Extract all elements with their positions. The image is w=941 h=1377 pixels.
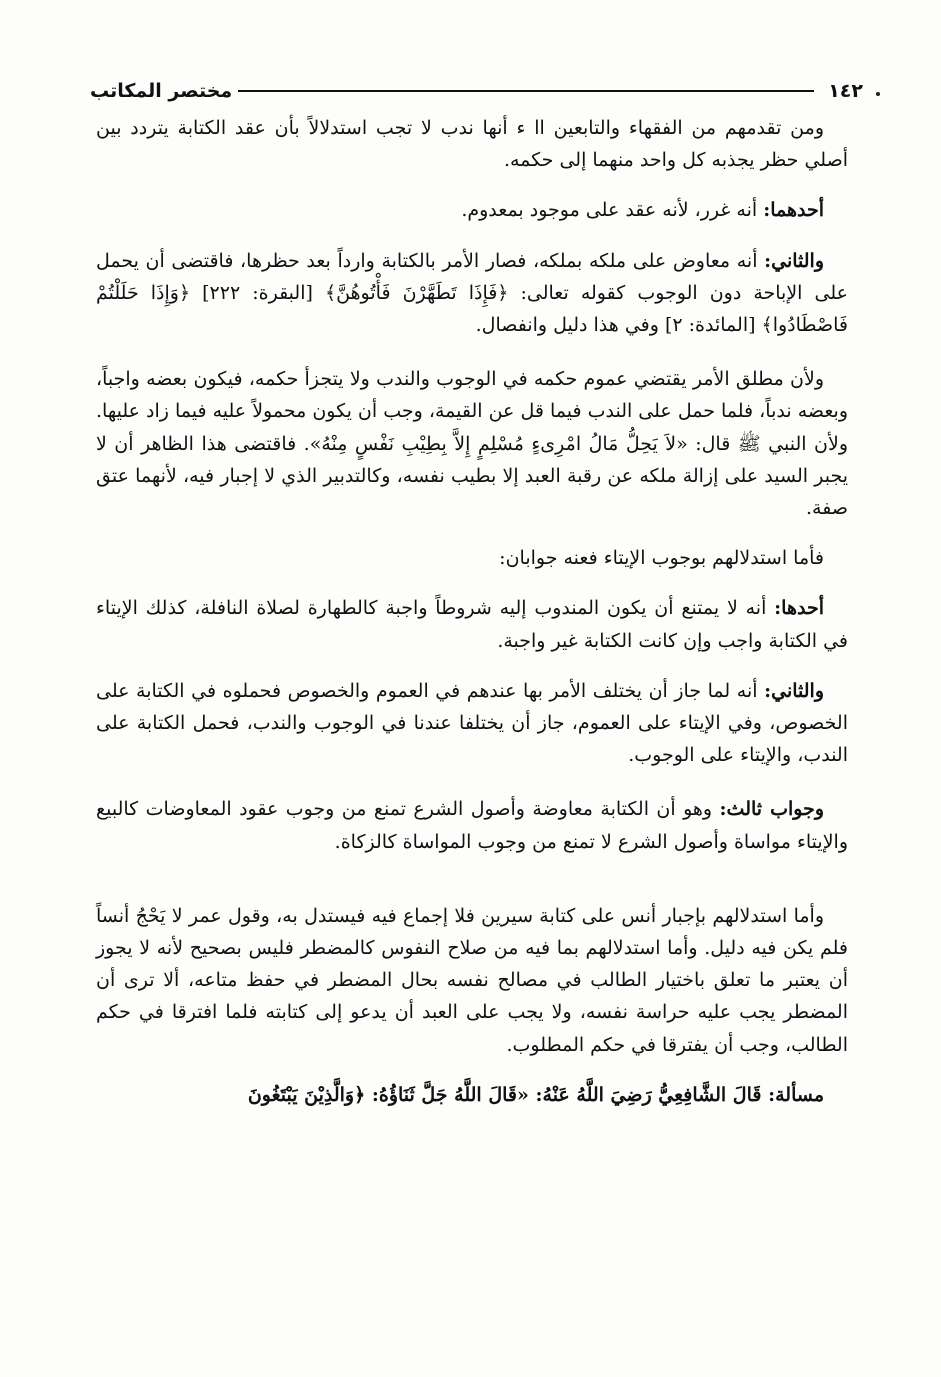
paragraph [96,592,848,656]
margin-dot [876,92,880,96]
paragraph [96,363,848,524]
paragraph-text: وهو أن الكتابة معاوضة وأصول الشرع تمنع من وجوب عقود المعاوضات كالبيع والإيتاء مواساة وأصول الشرع لا تمنع من وجوب المواساة كالزكاة. [96,798,848,853]
page-body [96,112,848,1133]
paragraph-lead: والثاني: [764,679,824,702]
running-header [90,74,863,108]
paragraph-lead: والثاني: [764,249,824,272]
paragraph [96,675,848,772]
paragraph-text: أنه معاوض على ملكه بملكه، فصار الأمر بالكتابة وارداً بعد حظرها، فاقتضى أن يحمل على الإباحة دون الوجوب كقوله تعالى: ﴿فَإِذَا تَطَهَّرْنَ فَأْتُوهُنَّ﴾ [البقرة: ٢٢٢] ﴿وَإِذَا حَلَلْتُمْ فَاصْطَادُوا﴾ [المائدة: ٢] وفي هذا دليل وانفصال. [96,249,848,337]
paragraph-text: ولأن مطلق الأمر يقتضي عموم حكمه في الوجوب والندب ولا يتجزأ حكمه، فيكون بعضه واجباً، وبعضه ندباً، فلما حمل على الندب فيما قل عن القيمة، وجب أن يكون محمولاً عليه فيما زاد عليها. ولأن النبي ﷺ قال: «لاَ يَحِلُّ مَالُ امْرِىءٍ مُسْلِمٍ إِلاَّ بِطِيْبِ نَفْسٍ مِنْهُ». فاقتضى هذا الظاهر أن لا يجبر السيد على إزالة ملكه عن رقبة العبد إلا بطيب نفسه، وكالتدبير الذي لا إجبار فيه، لأنهما عتق صفة. [96,368,848,520]
paragraph-text: وأما استدلالهم بإجبار أنس على كتابة سيرين فلا إجماع فيه فيستدل به، وقول عمر لا يَحْجُ أنساً فلم يكن فيه دليل. وأما استدلالهم بما فيه من صلاح النفوس كالمضطر فليس بصحيح لأنه لا يجوز أن يعتبر ما تعلق باختيار الطالب في مصالح نفسه بحال المضطر في حفظ متاعه، ألا ترى أن المضطر يجب عليه حراسة نفسه، ولا يجب على العبد أن يدعو إلى كتابته فلما افترقا في حكم الطالب، وجب أن يفترقا في حكم المطلوب. [96,904,848,1056]
paragraph-text: قَالَ الشَّافِعِيُّ رَضِيَ اللَّهُ عَنْهُ: «قَالَ اللَّهُ جَلَّ ثَنَاؤُهُ: ﴿وَالَّذِيْنَ يَبْتَغُونَ [247,1083,769,1106]
paragraph [96,245,848,342]
paragraph [96,793,848,857]
paragraph-text: ومن تقدمهم من الفقهاء والتابعين ا‎ا ء أنها ندب لا تجب استدلالاً بأن عقد الكتابة يتردد بين أصلي حظر يجذبه كل واحد منهما إلى حكمه. [96,117,848,172]
paragraph-text: فأما استدلالهم بوجوب الإيتاء فعنه جوابان: [499,547,824,570]
header-rule [238,90,814,92]
page-number: ١٤٢ [828,80,863,102]
book-title: مختصر المكاتب [90,80,233,102]
paragraph-text: أنه لما جاز أن يختلف الأمر بها عندهم في العموم والخصوص فحملوه في الكتابة على الخصوص، وفي الإيتاء على العموم، جاز أن يختلفا عندنا في الوجوب والندب، فحمل الكتابة على الندب، والإيتاء على الوجوب. [96,679,848,767]
paragraph-text: أنه غرر، لأنه عقد على موجود بمعدوم. [461,199,764,222]
paragraph [96,900,848,1061]
paragraph [96,194,848,226]
paragraph-lead: أحدها: [774,597,824,620]
paragraph [96,112,848,176]
paragraph-lead: أحدهما: [763,199,824,222]
paragraph-text: أنه لا يمتنع أن يكون المندوب إليه شروطاً واجبة كالطهارة لصلاة النافلة، كذلك الإيتاء في الكتابة واجب وإن كانت الكتابة غير واجبة. [96,597,848,652]
masala-paragraph [96,1079,848,1111]
paragraph-lead: مسألة: [768,1083,824,1106]
paragraph [96,542,848,574]
paragraph-lead: وجواب ثالث: [719,798,824,821]
